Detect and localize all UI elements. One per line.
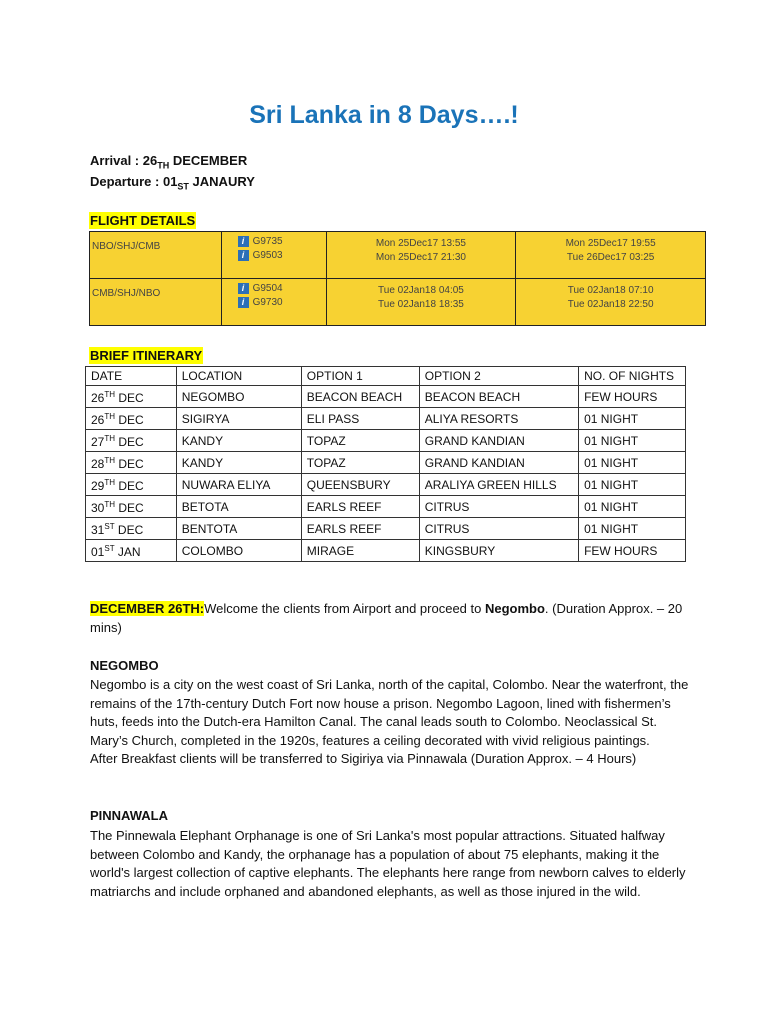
flight-numbers xyxy=(221,232,326,279)
negombo-description: Negombo is a city on the west coast of Sri Lanka, north of the capital, Colombo. Near the waterfront, the remains of the 17th-century Dutch Fort now house a prison. Negombo Lagoon, lined with fishermen’s huts, feeds into the Dutch-era Hamilton Canal. The canal leads south to Colombo. Neoclassical St. Mary’s Church, completed in the 1920s, features a ceiling decorated with vivid religious paintings. After Breakfast clients will be transferred to Sigiriya via Pinnawala (Duration Approx. – 4 Hours) xyxy=(90,677,689,766)
row-location: NUWARA ELIYA xyxy=(176,474,301,496)
row-option-2: ALIYA RESORTS xyxy=(419,408,578,430)
arrival-time: Mon 25Dec17 19:55 xyxy=(565,238,656,249)
row-option-2: KINGSBURY xyxy=(419,540,578,562)
itinerary-row xyxy=(86,518,686,540)
row-location: SIGIRYA xyxy=(176,408,301,430)
flight-row xyxy=(90,232,706,279)
info-icon[interactable]: i xyxy=(238,250,249,261)
row-nights: FEW HOURS xyxy=(579,540,686,562)
row-date: 01ST JAN xyxy=(86,540,177,562)
row-nights: 01 NIGHT xyxy=(579,496,686,518)
itinerary-header-row xyxy=(86,367,686,386)
departure-time: Tue 02Jan18 04:05 xyxy=(378,285,464,296)
row-option-1: QUEENSBURY xyxy=(301,474,419,496)
header-option-2: OPTION 2 xyxy=(419,367,578,386)
pinnawala-description: The Pinnewala Elephant Orphanage is one of Sri Lanka's most popular attractions. Situated halfway between Colombo and Kandy, the orphanage has a population of about 75 elephants, making it the world's largest collection of captive elephants. The elephants here range from newborn calves to elderly matriarchs and include orphaned and abandoned elephants, as well as those injured in the wild. xyxy=(90,828,686,899)
row-nights: 01 NIGHT xyxy=(579,518,686,540)
flight-number: G9503 xyxy=(252,250,283,261)
pinnawala-heading: PINNAWALA xyxy=(90,808,168,823)
flight-departure-times xyxy=(326,279,516,326)
flight-numbers xyxy=(221,279,326,326)
itinerary-table xyxy=(85,366,686,562)
header-location: LOCATION xyxy=(176,367,301,386)
itinerary-row xyxy=(86,452,686,474)
flight-route: NBO/SHJ/CMB xyxy=(90,232,222,279)
header-date: DATE xyxy=(86,367,177,386)
arrival-time: Tue 02Jan18 22:50 xyxy=(567,299,654,310)
flight-route: CMB/SHJ/NBO xyxy=(90,279,222,326)
row-location: NEGOMBO xyxy=(176,386,301,408)
itinerary-row xyxy=(86,386,686,408)
itinerary-row xyxy=(86,408,686,430)
row-option-1: EARLS REEF xyxy=(301,496,419,518)
page-title: Sri Lanka in 8 Days….! xyxy=(249,101,519,129)
row-option-2: BEACON BEACH xyxy=(419,386,578,408)
row-date: 28TH DEC xyxy=(86,452,177,474)
row-location: KANDY xyxy=(176,430,301,452)
negombo-heading: NEGOMBO xyxy=(90,658,159,673)
itinerary-heading: BRIEF ITINERARY xyxy=(90,348,203,363)
flight-departure-times xyxy=(326,232,516,279)
row-option-1: EARLS REEF xyxy=(301,518,419,540)
row-option-2: CITRUS xyxy=(419,518,578,540)
departure-time: Tue 02Jan18 18:35 xyxy=(378,299,464,310)
header-nights: NO. OF NIGHTS xyxy=(579,367,686,386)
row-nights: FEW HOURS xyxy=(579,386,686,408)
arrival-time: Tue 02Jan18 07:10 xyxy=(567,285,654,296)
flight-arrival-times xyxy=(516,279,706,326)
december-26-paragraph: DECEMBER 26TH:Welcome the clients from Airport and proceed to Negombo. (Duration Approx. – 20 mins) xyxy=(90,601,683,635)
info-icon[interactable]: i xyxy=(238,283,249,294)
flight-details-heading: FLIGHT DETAILS xyxy=(90,213,196,228)
flight-row xyxy=(90,279,706,326)
row-date: 26TH DEC xyxy=(86,408,177,430)
flight-arrival-times xyxy=(516,232,706,279)
row-option-2: CITRUS xyxy=(419,496,578,518)
flight-number: G9730 xyxy=(252,297,283,308)
row-location: KANDY xyxy=(176,452,301,474)
itinerary-row xyxy=(86,430,686,452)
row-date: 26TH DEC xyxy=(86,386,177,408)
row-location: COLOMBO xyxy=(176,540,301,562)
row-option-2: GRAND KANDIAN xyxy=(419,430,578,452)
departure-time: Mon 25Dec17 21:30 xyxy=(375,252,466,263)
flight-table xyxy=(89,231,706,326)
row-nights: 01 NIGHT xyxy=(579,408,686,430)
row-date: 29TH DEC xyxy=(86,474,177,496)
row-date: 31ST DEC xyxy=(86,518,177,540)
row-option-1: TOPAZ xyxy=(301,430,419,452)
december-26-label: DECEMBER 26TH: xyxy=(90,601,205,616)
itinerary-row xyxy=(86,496,686,518)
info-icon[interactable]: i xyxy=(238,297,249,308)
row-nights: 01 NIGHT xyxy=(579,474,686,496)
row-nights: 01 NIGHT xyxy=(579,430,686,452)
row-option-1: TOPAZ xyxy=(301,452,419,474)
row-location: BENTOTA xyxy=(176,518,301,540)
row-location: BETOTA xyxy=(176,496,301,518)
itinerary-row xyxy=(86,474,686,496)
flight-number: G9504 xyxy=(252,283,283,294)
row-option-1: BEACON BEACH xyxy=(301,386,419,408)
row-date: 30TH DEC xyxy=(86,496,177,518)
itinerary-row xyxy=(86,540,686,562)
arrival-time: Tue 26Dec17 03:25 xyxy=(566,252,655,263)
flight-number: G9735 xyxy=(252,236,283,247)
row-option-1: ELI PASS xyxy=(301,408,419,430)
departure-line: Departure : $01_{ST}$ JANAURY xyxy=(90,174,255,192)
info-icon[interactable]: i xyxy=(238,236,249,247)
row-nights: 01 NIGHT xyxy=(579,452,686,474)
arrival-line: Arrival : $26_{TH}$ DECEMBER xyxy=(90,153,248,171)
departure-time: Mon 25Dec17 13:55 xyxy=(375,238,466,249)
row-option-2: GRAND KANDIAN xyxy=(419,452,578,474)
header-option-1: OPTION 1 xyxy=(301,367,419,386)
row-option-1: MIRAGE xyxy=(301,540,419,562)
row-date: 27TH DEC xyxy=(86,430,177,452)
row-option-2: ARALIYA GREEN HILLS xyxy=(419,474,578,496)
